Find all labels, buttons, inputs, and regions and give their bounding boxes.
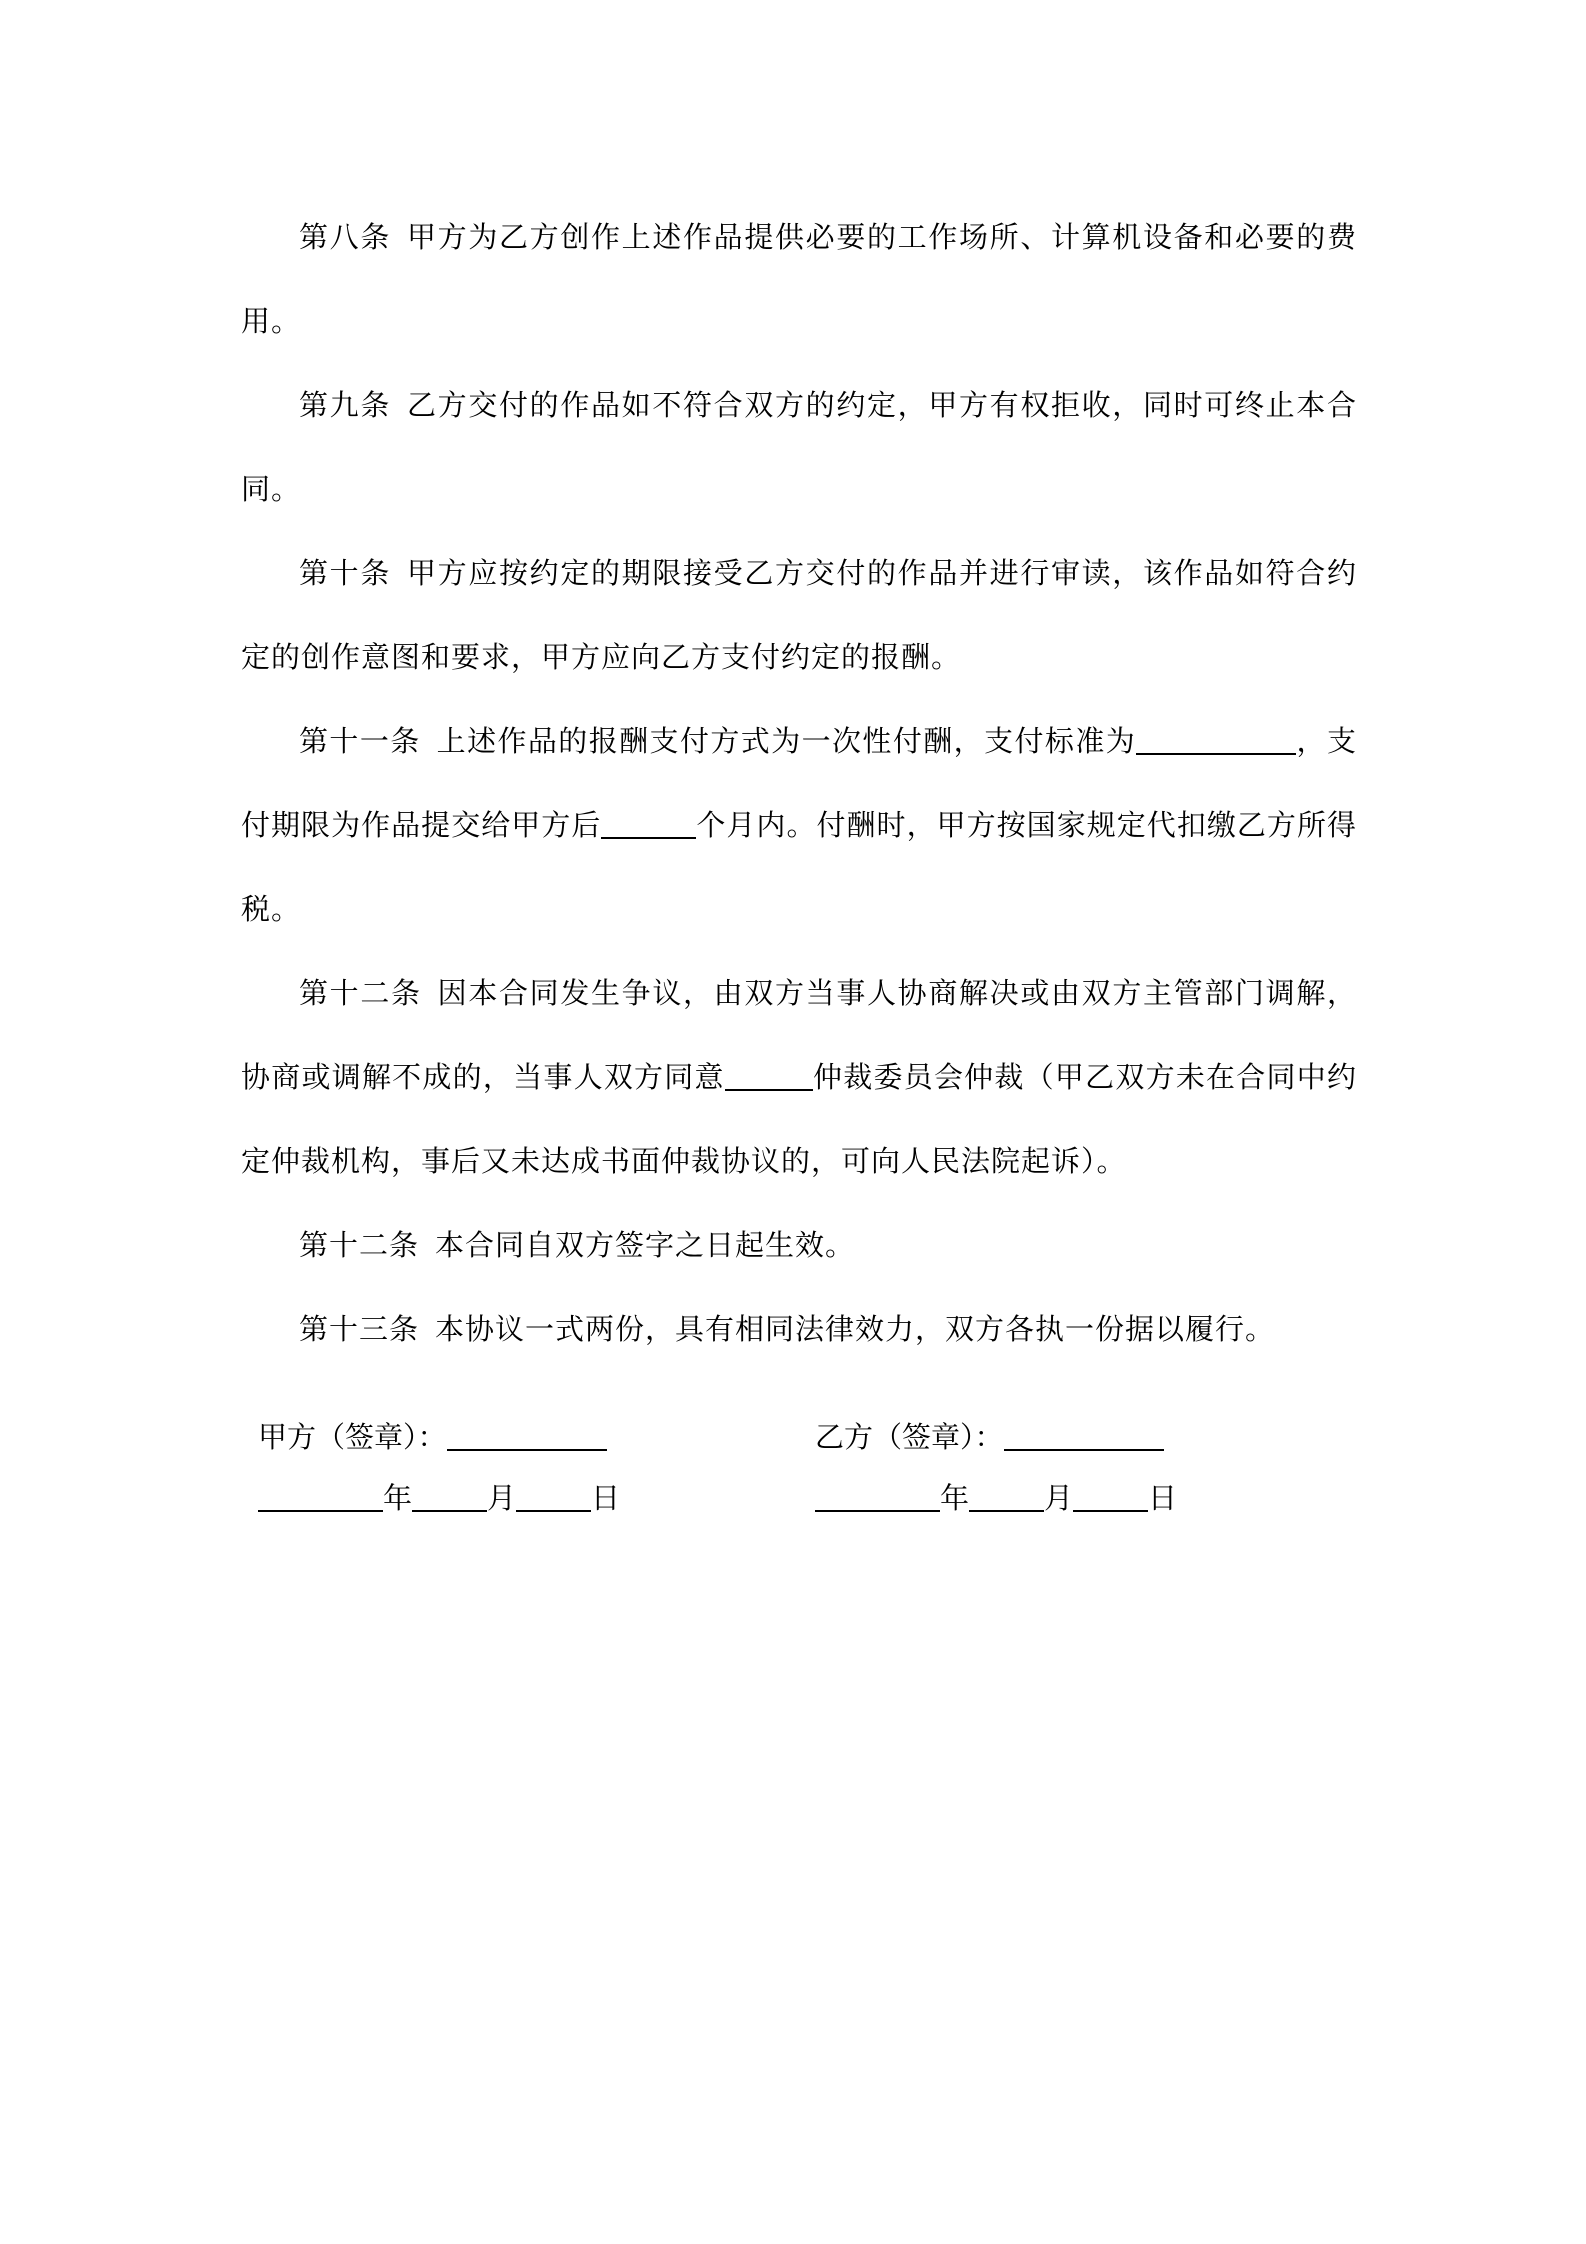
payment-months-blank[interactable]: [601, 807, 696, 839]
day-label: 日: [591, 1481, 621, 1515]
party-b-date: [815, 1478, 1177, 1518]
clause-13: [241, 1287, 1357, 1371]
clause-text: ，支付期限为作品提交给甲方后: [241, 724, 1357, 842]
clause-text: 因本合同发生争议，由双方当事人协商解决或由双方主管部门调解，协商或调解不成的，当事人双方同意: [241, 976, 1357, 1094]
clause-text: 仲裁委员会仲裁（甲乙双方未在合同中约定仲裁机构，事后又未达成书面仲裁协议的，可向人民法院起诉）。: [241, 1060, 1357, 1178]
party-b-label: 乙方（签章）：: [815, 1420, 1004, 1454]
day-blank[interactable]: [1073, 1482, 1148, 1512]
clause-11: [241, 699, 1357, 951]
clause-text: 本协议一式两份，具有相同法律效力，双方各执一份据以履行。: [435, 1312, 1276, 1346]
year-blank[interactable]: [815, 1482, 940, 1512]
clause-12-effective: [241, 1203, 1357, 1287]
party-a-label: 甲方（签章）：: [258, 1420, 447, 1454]
party-a-signature-line[interactable]: [447, 1421, 607, 1451]
arbitration-committee-blank[interactable]: [725, 1059, 813, 1091]
clause-text: 甲方为乙方创作上述作品提供必要的工作场所、计算机设备和必要的费用。: [241, 220, 1357, 338]
clause-heading: 第十二条: [299, 976, 422, 1010]
year-blank[interactable]: [258, 1482, 383, 1512]
clause-text: 上述作品的报酬支付方式为一次性付酬，支付标准为: [436, 724, 1137, 758]
year-label: 年: [383, 1481, 413, 1515]
month-label: 月: [487, 1481, 517, 1515]
party-b-signature: [815, 1417, 1164, 1457]
clause-9: [241, 363, 1357, 531]
month-blank[interactable]: [412, 1482, 487, 1512]
clause-heading: 第十一条: [299, 724, 421, 758]
payment-standard-blank[interactable]: [1136, 723, 1296, 755]
day-blank[interactable]: [516, 1482, 591, 1512]
clause-heading: 第十条: [299, 556, 391, 590]
party-b-signature-line[interactable]: [1004, 1421, 1164, 1451]
clause-8: [241, 195, 1357, 363]
clause-12-dispute: [241, 951, 1357, 1203]
clause-text: 甲方应按约定的期限接受乙方交付的作品并进行审读，该作品如符合约定的创作意图和要求，甲方应向乙方支付约定的报酬。: [241, 556, 1357, 674]
clause-heading: 第八条: [299, 220, 391, 254]
party-a-signature: [258, 1417, 607, 1457]
clause-text: 乙方交付的作品如不符合双方的约定，甲方有权拒收，同时可终止本合同。: [241, 388, 1357, 506]
clause-heading: 第十三条: [299, 1312, 420, 1346]
day-label: 日: [1148, 1481, 1178, 1515]
clause-text: 本合同自双方签字之日起生效。: [435, 1228, 856, 1262]
contract-body: [241, 195, 1357, 1371]
clause-heading: 第九条: [299, 388, 391, 422]
month-blank[interactable]: [969, 1482, 1044, 1512]
clause-10: [241, 531, 1357, 699]
party-a-date: [258, 1478, 620, 1518]
clause-text: 个月内。付酬时，甲方按国家规定代扣缴乙方所得税。: [241, 808, 1357, 926]
month-label: 月: [1044, 1481, 1074, 1515]
year-label: 年: [940, 1481, 970, 1515]
clause-heading: 第十二条: [299, 1228, 420, 1262]
